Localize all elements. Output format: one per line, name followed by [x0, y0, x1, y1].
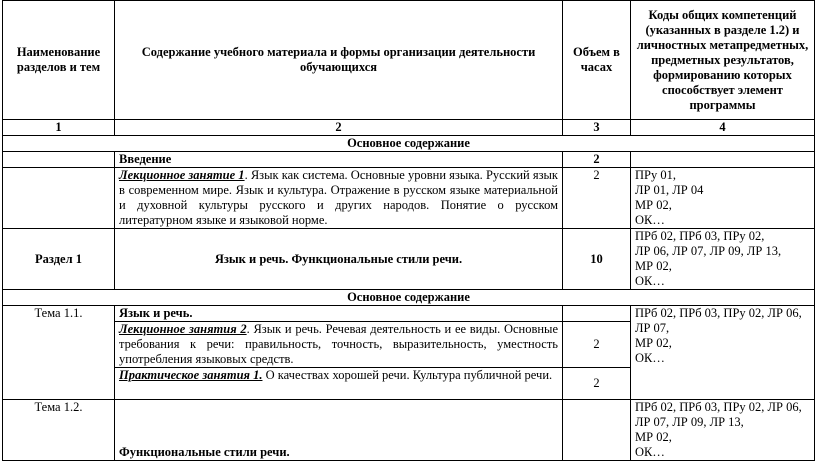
- header-col-content: Содержание учебного материала и формы организации деятельности обучающихся: [115, 1, 563, 120]
- main-content-row-2: [3, 290, 815, 306]
- topic1-1-title: Язык и речь.: [115, 306, 563, 322]
- topic1-1-codes: [631, 306, 815, 400]
- code-line: МР 02,: [635, 336, 672, 350]
- topic1-2-codes: [631, 400, 815, 461]
- code-line: МР 02,: [635, 430, 672, 444]
- code-line: ЛР 06, ЛР 07, ЛР 09, ЛР 13,: [635, 244, 782, 258]
- lecture-label: Лекционное занятие 1: [119, 168, 245, 182]
- section1-codes: [631, 229, 815, 290]
- code-line: ОК…: [635, 213, 665, 227]
- topic1-2-name: Тема 1.2.: [3, 400, 115, 461]
- intro-lecture-empty: [3, 168, 115, 229]
- topic1-1-practice-content: [115, 368, 563, 400]
- code-line: ПРб 02, ПРб 03, ПРу 02,: [635, 229, 765, 243]
- code-line: ОК…: [635, 274, 665, 288]
- topic1-2-hours: [563, 400, 631, 461]
- topic1-2-title: Функциональные стили речи.: [115, 400, 563, 461]
- column-number-2: 2: [115, 120, 563, 136]
- topic1-1-lecture-hours: 2: [563, 322, 631, 368]
- intro-codes-empty: [631, 152, 815, 168]
- intro-title: Введение: [115, 152, 563, 168]
- code-line: МР 02,: [635, 198, 672, 212]
- intro-lecture-hours: 2: [563, 168, 631, 229]
- code-line: ЛР 01, ЛР 04: [635, 183, 704, 197]
- topic1-2-row: [3, 400, 815, 461]
- code-line: ОК…: [635, 445, 665, 459]
- column-number-1: 1: [3, 120, 115, 136]
- main-content-heading: Основное содержание: [3, 290, 815, 306]
- lecture-label: Лекционное занятия 2: [119, 322, 247, 336]
- header-col-hours: Объем в часах: [563, 1, 631, 120]
- code-line: ПРу 01,: [635, 168, 676, 182]
- code-line: ПРб 02, ПРб 03, ПРу 02, ЛР 06,: [635, 306, 802, 320]
- intro-codes: [631, 168, 815, 229]
- column-numbers-row: [3, 120, 815, 136]
- topic1-1-practice-hours: 2: [563, 368, 631, 400]
- intro-lecture-content: [115, 168, 563, 229]
- column-number-4: 4: [631, 120, 815, 136]
- section1-hours: 10: [563, 229, 631, 290]
- header-row: [3, 1, 815, 120]
- intro-hours: 2: [563, 152, 631, 168]
- curriculum-table: [2, 0, 815, 461]
- code-line: ПРб 02, ПРб 03, ПРу 02, ЛР 06,: [635, 400, 802, 414]
- main-content-row-1: [3, 136, 815, 152]
- lecture-text: . Язык и речь. Речевая деятельность и ее виды. Основные требования к речи: правильность, точность, выразительность, уместность употребления языковых средств.: [119, 322, 559, 366]
- intro-empty-cell: [3, 152, 115, 168]
- main-content-heading: Основное содержание: [3, 136, 815, 152]
- column-number-3: 3: [563, 120, 631, 136]
- practice-text: О качествах хорошей речи. Культура публичной речи.: [262, 368, 553, 382]
- section1-title: Язык и речь. Функциональные стили речи.: [115, 229, 563, 290]
- section1-name: Раздел 1: [3, 229, 115, 290]
- intro-lecture-row: [3, 168, 815, 229]
- lecture-text: . Язык как система. Основные уровни языка. Русский язык в современном мире. Язык и культура. Отражение в русском языке материальной и духовной культуры русского и других народов. Понятие о русском литературном языке и языковой норме.: [119, 168, 558, 227]
- code-line: ЛР 07, ЛР 09, ЛР 13,: [635, 415, 744, 429]
- code-line: МР 02,: [635, 259, 672, 273]
- practice-label: Практическое занятия 1.: [119, 368, 263, 382]
- topic1-1-lecture-content: [115, 322, 563, 368]
- section1-row: [3, 229, 815, 290]
- topic1-1-title-row: [3, 306, 815, 322]
- intro-title-row: [3, 152, 815, 168]
- code-line: ЛР 07,: [635, 321, 670, 335]
- header-col-sections: Наименование разделов и тем: [3, 1, 115, 120]
- header-col-codes: Коды общих компетенций (указанных в разделе 1.2) и личностных метапредметных, предметных результатов, формированию которых способствует элемент программы: [631, 1, 815, 120]
- topic1-1-name: Тема 1.1.: [3, 306, 115, 400]
- code-line: ОК…: [635, 351, 665, 365]
- topic1-1-title-hours: [563, 306, 631, 322]
